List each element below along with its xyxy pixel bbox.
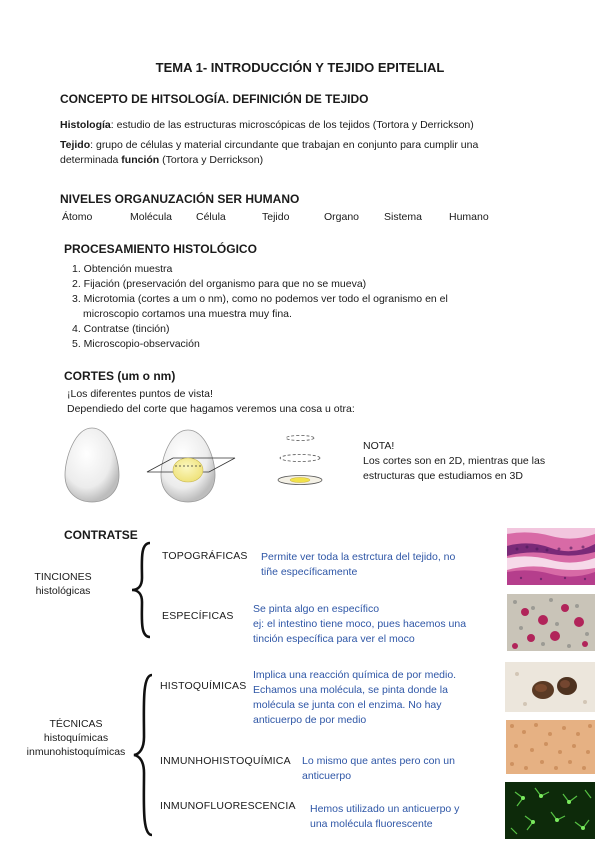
procesamiento-steps	[72, 262, 542, 352]
step-item: 4. Contratse (tinción)	[72, 323, 170, 335]
fluor-line: una molécula fluorescente	[310, 818, 433, 830]
especificas-desc	[253, 602, 503, 647]
brace-tecnicas	[130, 672, 156, 838]
tinciones-line-1: TINCIONES	[34, 571, 92, 583]
tecnicas-line-3: inmunohistoquímicas	[26, 746, 126, 758]
tecnicas-label	[16, 717, 136, 759]
especificas-line: ej: el intestino tiene moco, pues hacemos una	[253, 618, 467, 630]
histoquimicas-line: anticuerpo de por medio	[253, 714, 367, 726]
especificas-line: Se pinta algo en específico	[253, 603, 380, 615]
histoquimicas-line: molécula se junta con el enzima. No hay	[253, 699, 442, 711]
inmuno-line: anticuerpo	[302, 770, 352, 782]
tejido-text-2a: determinada	[60, 154, 122, 166]
cortes-line-1: ¡Los diferentes puntos de vista!	[67, 388, 213, 400]
whole-egg	[65, 428, 119, 502]
nivel-item: Organo	[324, 211, 360, 223]
topographic-stain-image	[507, 528, 595, 585]
egg-section-illustration	[55, 420, 335, 510]
tinciones-line-2: histológicas	[35, 585, 91, 597]
histochemical-image	[505, 662, 595, 712]
nivel-item: Átomo	[62, 211, 93, 223]
histologia-term: Histología	[60, 119, 111, 131]
fluor-desc	[310, 802, 500, 832]
nota-line-1: Los cortes son en 2D, mientras que las	[363, 455, 546, 467]
immunohistochemical-image	[506, 720, 595, 774]
tejido-funcion: función	[121, 154, 160, 166]
fluor-label: INMUNOFLUORESCENCIA	[160, 800, 296, 812]
step-item: 5. Microscopio-observación	[72, 338, 200, 350]
concepto-heading: CONCEPTO DE HITSOLOGÍA. DEFINICIÓN DE TEJIDO	[60, 92, 369, 106]
especificas-line: tinción específica para ver el moco	[253, 633, 415, 645]
nivel-item: Célula	[196, 211, 226, 223]
inmuno-label: INMUNHOHISTOQUÍMICA	[160, 755, 291, 767]
cortes-line-2: Dependiedo del corte que hagamos veremos una cosa u otra:	[67, 403, 355, 415]
topograficas-line: tiñe específicamente	[261, 566, 358, 578]
step-item-cont: microscopio cortamos una muestra muy fina.	[83, 308, 292, 320]
step-item: 2. Fijación (preservación del organismo para que no se mueva)	[72, 278, 367, 290]
topograficas-desc	[261, 550, 501, 580]
topograficas-label: TOPOGRÁFICAS	[162, 550, 248, 562]
egg-slices	[278, 436, 322, 485]
step-item: 3. Microtomia (cortes a um o nm), como no podemos ver todo el ogranismo en el	[72, 293, 448, 305]
nivel-item: Molécula	[130, 211, 173, 223]
nivel-item: Sistema	[384, 211, 422, 223]
topograficas-line: Permite ver toda la estrctura del tejido, no	[261, 551, 456, 563]
nivel-item: Tejido	[262, 211, 290, 223]
cortes-heading: CORTES (um o nm)	[64, 369, 176, 383]
nota-line-2: estructuras que estudiamos en 3D	[363, 470, 523, 482]
nivel-item: Humano	[449, 211, 489, 223]
tecnicas-line-2: histoquímicas	[43, 732, 109, 744]
page-title: TEMA 1- INTRODUCCIÓN Y TEJIDO EPITELIAL	[155, 60, 445, 75]
immunofluorescence-image	[505, 782, 595, 839]
procesamiento-heading: PROCESAMIENTO HISTOLÓGICO	[64, 242, 257, 256]
fluor-line: Hemos utilizado un anticuerpo y	[310, 803, 460, 815]
brace-tinciones	[128, 540, 154, 640]
histologia-definition	[60, 118, 560, 133]
specific-stain-image	[507, 594, 595, 651]
niveles-list	[0, 211, 600, 227]
niveles-heading: NIVELES ORGANUZACIÓN SER HUMANO	[60, 192, 300, 206]
histoquimicas-desc	[253, 668, 485, 728]
sectioned-egg	[147, 430, 235, 502]
contratse-heading: CONTRATSE	[64, 528, 138, 542]
tejido-term: Tejido	[60, 139, 91, 151]
tejido-text-2b: (Tortora y Derrickson)	[159, 154, 264, 166]
histoquimicas-line: Implica una reacción química de por medio.	[253, 669, 457, 681]
histologia-text: : estudio de las estructuras microscópicas de los tejidos (Tortora y Derrickson)	[110, 119, 474, 131]
nota-title: NOTA!	[363, 440, 395, 452]
inmuno-line: Lo mismo que antes pero con un	[302, 755, 455, 767]
tecnicas-line-1: TÉCNICAS	[49, 718, 103, 730]
step-item: 1. Obtención muestra	[72, 263, 173, 275]
nota-box	[363, 439, 545, 484]
tejido-text-1: : grupo de células y material circundante que trabajan en conjunto para cumplir una	[90, 139, 479, 151]
tinciones-label	[34, 570, 92, 598]
inmuno-desc	[302, 754, 490, 784]
histoquimicas-label: HISTOQUÍMICAS	[160, 680, 247, 692]
tejido-definition	[60, 138, 560, 168]
especificas-label: ESPECÍFICAS	[162, 610, 234, 622]
histoquimicas-line: Echamos una molécula, se pinta donde la	[253, 684, 448, 696]
